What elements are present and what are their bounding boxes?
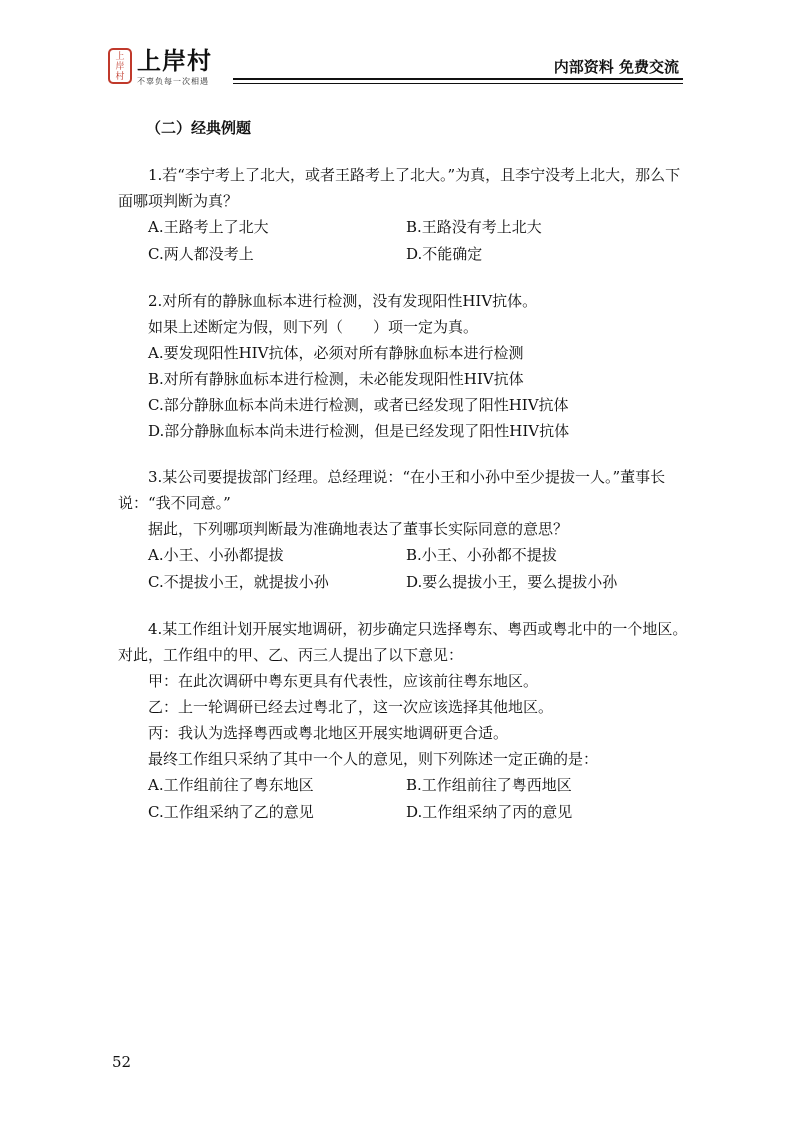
question-stem: 4.某工作组计划开展实地调研，初步确定只选择粤东、粤西或粤北中的一个地区。对此，工作组中的甲、乙、丙三人提出了以下意见： (118, 620, 688, 664)
question-line: 最终工作组只采纳了其中一个人的意见，则下列陈述一定正确的是： (148, 750, 599, 768)
section-title: （二）经典例题 (146, 119, 252, 137)
option-d: D.工作组采纳了丙的意见 (406, 803, 573, 821)
question-line: 乙：上一轮调研已经去过粤北了，这一次应该选择其他地区。 (148, 698, 554, 716)
page-header (105, 43, 683, 95)
header-rule-thin (233, 83, 683, 84)
option-a: A.要发现阳性HIV抗体，必须对所有静脉血标本进行检测 (148, 344, 524, 362)
header-rule-thick (233, 78, 683, 80)
question-2 (118, 288, 688, 444)
header-label: 内部资料 免费交流 (553, 58, 679, 76)
question-line: 如果上述断定为假，则下列（ ）项一定为真。 (148, 318, 479, 336)
option-a: A.王路考上了北大 (148, 218, 269, 236)
option-b: B.对所有静脉血标本进行检测，未必能发现阳性HIV抗体 (148, 370, 524, 388)
question-1 (118, 162, 688, 268)
option-c: C.两人都没考上 (148, 245, 254, 263)
option-c: C.工作组采纳了乙的意见 (148, 803, 314, 821)
option-c: C.不提拔小王，就提拔小孙 (148, 573, 329, 591)
page-number: 52 (112, 1053, 132, 1071)
question-3 (118, 464, 688, 596)
question-line: 据此，下列哪项判断最为准确地表达了董事长实际同意的意思？ (148, 520, 569, 538)
question-line: 甲：在此次调研中粤东更具有代表性，应该前往粤东地区。 (148, 672, 539, 690)
option-b: B.王路没有考上北大 (406, 218, 542, 236)
page-content (118, 114, 688, 826)
brand-slogan: 不辜负每一次相遇 (137, 77, 209, 86)
option-d: D.不能确定 (406, 245, 483, 263)
option-a: A.小王、小孙都提拔 (148, 546, 284, 564)
option-a: A.工作组前往了粤东地区 (148, 776, 314, 794)
question-4 (118, 616, 688, 826)
option-b: B.工作组前往了粤西地区 (406, 776, 572, 794)
option-c: C.部分静脉血标本尚未进行检测，或者已经发现了阳性HIV抗体 (148, 396, 569, 414)
option-d: D.要么提拔小王，要么提拔小孙 (406, 573, 618, 591)
option-d: D.部分静脉血标本尚未进行检测，但是已经发现了阳性HIV抗体 (148, 422, 570, 440)
question-stem: 2.对所有的静脉血标本进行检测，没有发现阳性HIV抗体。 (148, 292, 538, 310)
brand-name: 上岸村 (137, 47, 212, 75)
question-stem: 3.某公司要提拔部门经理。总经理说：“在小王和小孙中至少提拔一人。”董事长说：“我不同意。” (118, 468, 666, 512)
brand-seal-logo: 上 岸 村 (108, 48, 132, 84)
question-stem: 1.若“李宁考上了北大，或者王路考上了北大。”为真，且李宁没考上北大，那么下面哪项判断为真？ (118, 166, 681, 210)
option-b: B.小王、小孙都不提拔 (406, 546, 557, 564)
question-line: 丙：我认为选择粤西或粤北地区开展实地调研更合适。 (148, 724, 509, 742)
options-grid (148, 542, 688, 596)
options-grid (148, 772, 688, 826)
options-grid (148, 214, 688, 268)
